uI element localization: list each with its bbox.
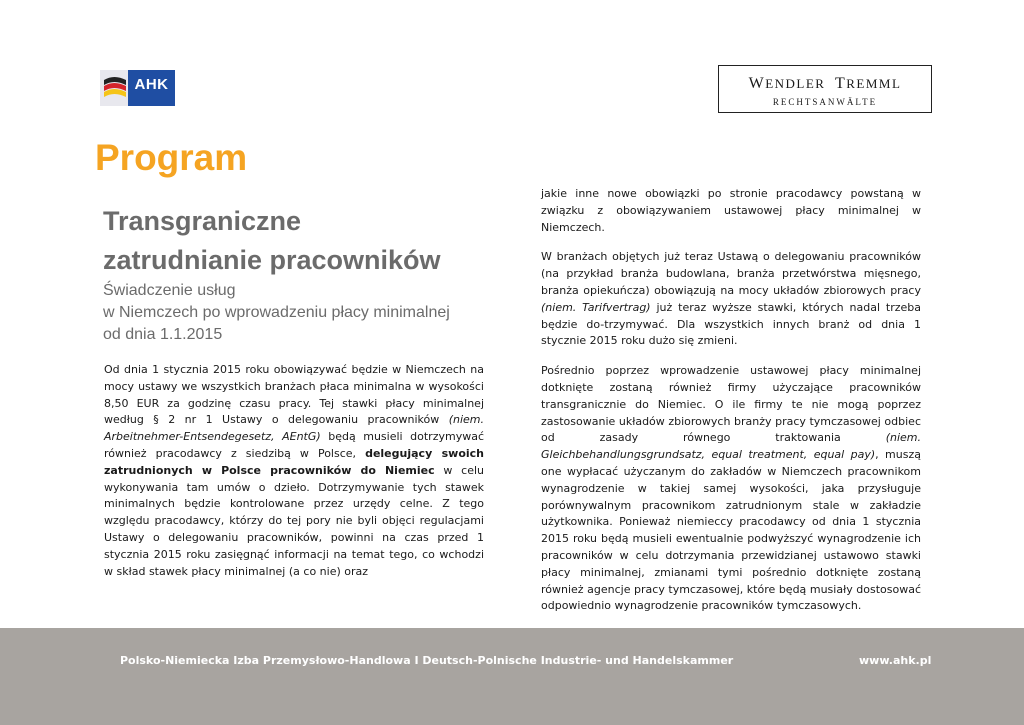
footer-website-link[interactable]: www.ahk.pl	[859, 654, 932, 667]
document-subtitle	[103, 280, 503, 346]
right-paragraph-2: W branżach objętych już teraz Ustawą o delegowaniu pracowników (na przykład branża budowlana, branża przetwórstwa mięsnego, branża opiekuńcza) obowiązują na mocy układów zbiorowych pracy (niem. Tarifvertrag) już teraz wyższe stawki, których nadal trzeba będzie do-trzymywać. Dla wszystkich innych branż od dnia 1 stycznie 2015 roku dużo się zmieni.	[541, 250, 921, 348]
document-title	[103, 202, 503, 280]
ahk-flag-mark-icon	[100, 70, 128, 106]
title-line-2: zatrudnianie pracowników	[103, 245, 441, 275]
right-text-column	[541, 186, 921, 628]
right-paragraph-3: Pośrednio poprzez wprowadzenie ustawowej płacy minimalnej dotknięte zostaną również firmy użyczające pracowników transgranicznie do Niemiec. O ile firmy te nie mogą poprzez zastosowanie układów zbiorowych branży pracy tymczasowej odbiec od zasady równego traktowania (niem. Gleichbehandlungsgrundsatz, equal treatment, equal pay), muszą one wypłacać użyczanym do zakładów w Niemczech pracownikom wynagrodzenie w takiej samej wysokości, jaka przysługuje porównywalnym pracownikom zatrudnionym stale w zakładzie użytkownika. Ponieważ niemieccy pracodawcy od dnia 1 stycznia 2015 roku będą musieli ewentualnie podwyższyć wynagrodzenie ich pracowników w celu dotrzymania przewidzianej ustawowo stawki płacy minimalnej, zmianami tymi pośrednio dotknięte zostaną również agencje pracy tymczasowej, które będą musiały dostosować odpowiednio wynagrodzenie pracowników tymczasowych.	[541, 364, 921, 613]
page-footer	[0, 628, 1024, 725]
subtitle-line-1: Świadczenie usług	[103, 282, 236, 299]
subtitle-line-2: w Niemczech po wprowadzeniu płacy minimalnej	[103, 304, 450, 321]
law-firm-subtitle: RECHTSANWÄLTE	[772, 97, 878, 107]
footer-organization: Polsko-Niemiecka Izba Przemysłowo-Handlowa I Deutsch-Polnische Industrie- und Handelskammer	[120, 654, 734, 667]
law-firm-logo	[718, 65, 932, 113]
left-text-column	[104, 362, 484, 593]
right-paragraph-1: jakie inne nowe obowiązki po stronie pracodawcy powstaną w związku z obowiązywaniem ustawowej płacy minimalnej w Niemczech.	[541, 187, 921, 234]
ahk-logo-label: AHK	[128, 70, 175, 106]
title-line-1: Transgraniczne	[103, 206, 302, 236]
ahk-logo	[100, 70, 175, 106]
left-paragraph-1: Od dnia 1 stycznia 2015 roku obowiązywać będzie w Niemczech na mocy ustawy we wszystkich branżach płaca minimalna w wysokości 8,50 EUR za godzinę czasu pracy. Tej stawki płacy minimalnej według § 2 nr 1 Ustawy o delegowaniu pracowników (niem. Arbeitnehmer-Entsendegesetz, AEntG) będą musieli dotrzymywać również pracodawcy z siedzibą w Polsce, delegujący swoich zatrudnionych w Polsce pracowników do Niemiec w celu wykonywania tam umów o dzieło. Dotrzymywanie tych stawek minimalnych będzie kontrolowane przez urzędy celne. Z tego względu pracodawcy, którzy do tej pory nie byli objęci regulacjami Ustawy o delegowaniu pracowników, powinni na czas przed 1 stycznia 2015 roku zasięgnąć informacji na temat tego, co wchodzi w skład stawek płacy minimalnej (a co nie) oraz	[104, 363, 484, 578]
program-heading: Program	[95, 137, 248, 178]
subtitle-line-3: od dnia 1.1.2015	[103, 326, 223, 343]
law-firm-name: WENDLER TREMML	[748, 75, 902, 92]
